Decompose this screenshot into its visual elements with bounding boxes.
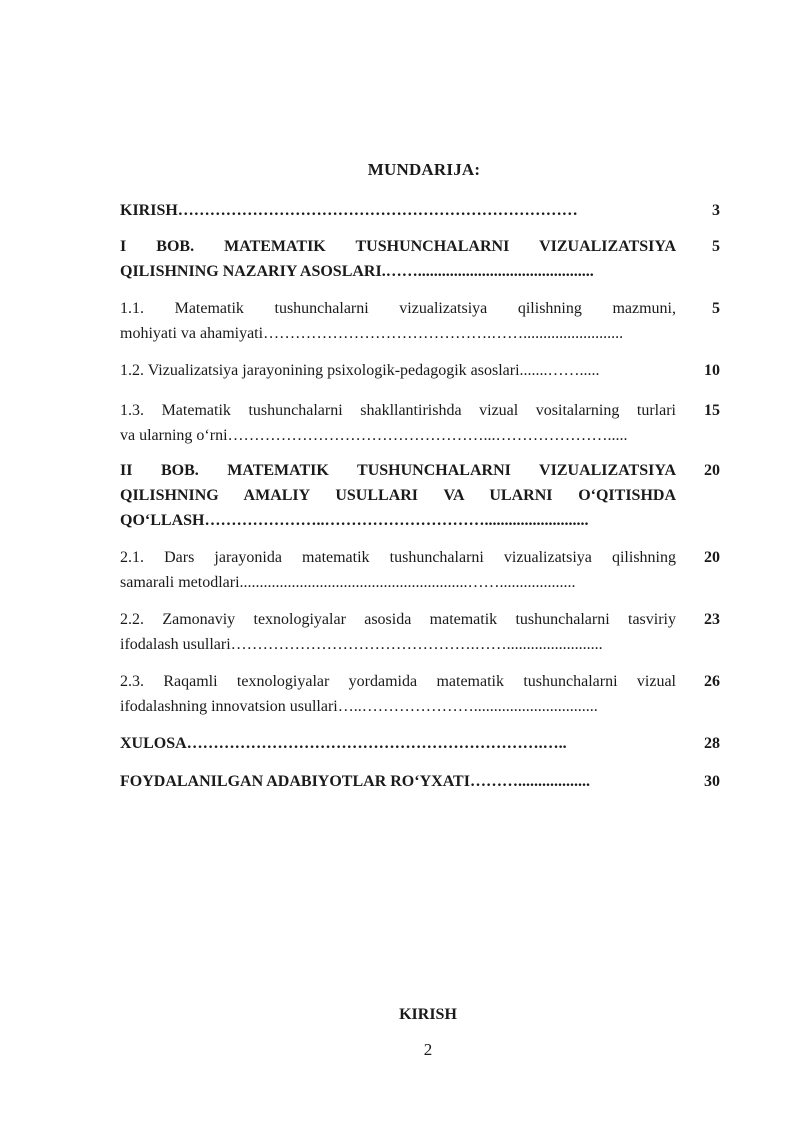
toc-entry-title	[120, 458, 676, 533]
toc-entry-page-number: 26	[704, 673, 720, 690]
toc-entry-line: 1.3. Matematik tushunchalarni shakllantirishda vizual vositalarning turlari	[120, 402, 676, 419]
toc-entry-line: XULOSA………………………………………………………….…..	[120, 735, 567, 752]
toc-entry-page-number: 5	[712, 238, 720, 255]
toc-entry-line: QO‘LLASH…………………..…………………………..........................	[120, 512, 589, 529]
toc-entry-line: mohiyati va ahamiyati…………………………………….…….........................	[120, 325, 624, 342]
toc-entry-page-number: 28	[704, 735, 720, 752]
page-number: 2	[423, 1040, 433, 1059]
section-heading: KIRISH	[399, 1006, 457, 1023]
toc-entry-page-number: 5	[712, 300, 720, 317]
toc-entry-title	[120, 358, 676, 383]
toc-entry-line: I BOB. MATEMATIK TUSHUNCHALARNI VIZUALIZATSIYA	[120, 238, 676, 255]
toc-entry-line: 1.2. Vizualizatsiya jarayonining psixologik-pedagogik asoslari.......…….....	[120, 362, 600, 379]
toc-entry-line: QILISHNING AMALIY USULLARI VA ULARNI O‘QITISHDA	[120, 487, 676, 504]
toc-entry-title	[120, 607, 676, 657]
toc-entry-line: 2.3. Raqamli texnologiyalar yordamida matematik tushunchalarni vizual	[120, 673, 676, 690]
toc-entry-line: QILISHNING NAZARIY ASOSLARI.……............................................	[120, 263, 594, 280]
toc-entry-line: II BOB. MATEMATIK TUSHUNCHALARNI VIZUALIZATSIYA	[120, 462, 676, 479]
toc-entry-page-number: 23	[704, 611, 720, 628]
toc-entry-title	[120, 669, 676, 719]
toc-entry-line: FOYDALANILGAN ADABIYOTLAR RO‘YXATI………..................	[120, 773, 590, 790]
toc-entry-line: 2.1. Dars jarayonida matematik tushunchalarni vizualizatsiya qilishning	[120, 549, 676, 566]
toc-entry-line: samarali metodlari.........................................................……...................	[120, 574, 576, 591]
toc-title: MUNDARIJA:	[367, 160, 481, 179]
toc-entry-page-number: 20	[704, 549, 720, 566]
toc-entry-line: 2.2. Zamonaviy texnologiyalar asosida matematik tushunchalarni tasviriy	[120, 611, 676, 628]
toc-entry-line: ifodalash usullari……………………………………….……........................	[120, 636, 603, 653]
toc-entry-page-number: 10	[704, 362, 720, 379]
toc-entry-page-number: 30	[704, 773, 720, 790]
toc-entry-title	[120, 731, 676, 756]
toc-entry-line: 1.1. Matematik tushunchalarni vizualizatsiya qilishning mazmuni,	[120, 300, 676, 317]
toc-entry-title	[120, 398, 676, 448]
toc-entry-page-number: 20	[704, 462, 720, 479]
toc-entry-title	[120, 234, 676, 284]
toc-entry-title	[120, 769, 676, 794]
toc-entry-title	[120, 545, 676, 595]
toc-entry-line: KIRISH…………………………………………………………………	[120, 202, 578, 219]
toc-entry-line: ifodalashning innovatsion usullari…..…………………...............................	[120, 698, 598, 715]
toc-entry-line: va ularning o‘rni…………………………………………...………………….....	[120, 427, 628, 444]
toc-entry-title	[120, 198, 676, 223]
toc-entry-page-number: 15	[704, 402, 720, 419]
toc-entry-title	[120, 296, 676, 346]
toc-entry-page-number: 3	[712, 202, 720, 219]
